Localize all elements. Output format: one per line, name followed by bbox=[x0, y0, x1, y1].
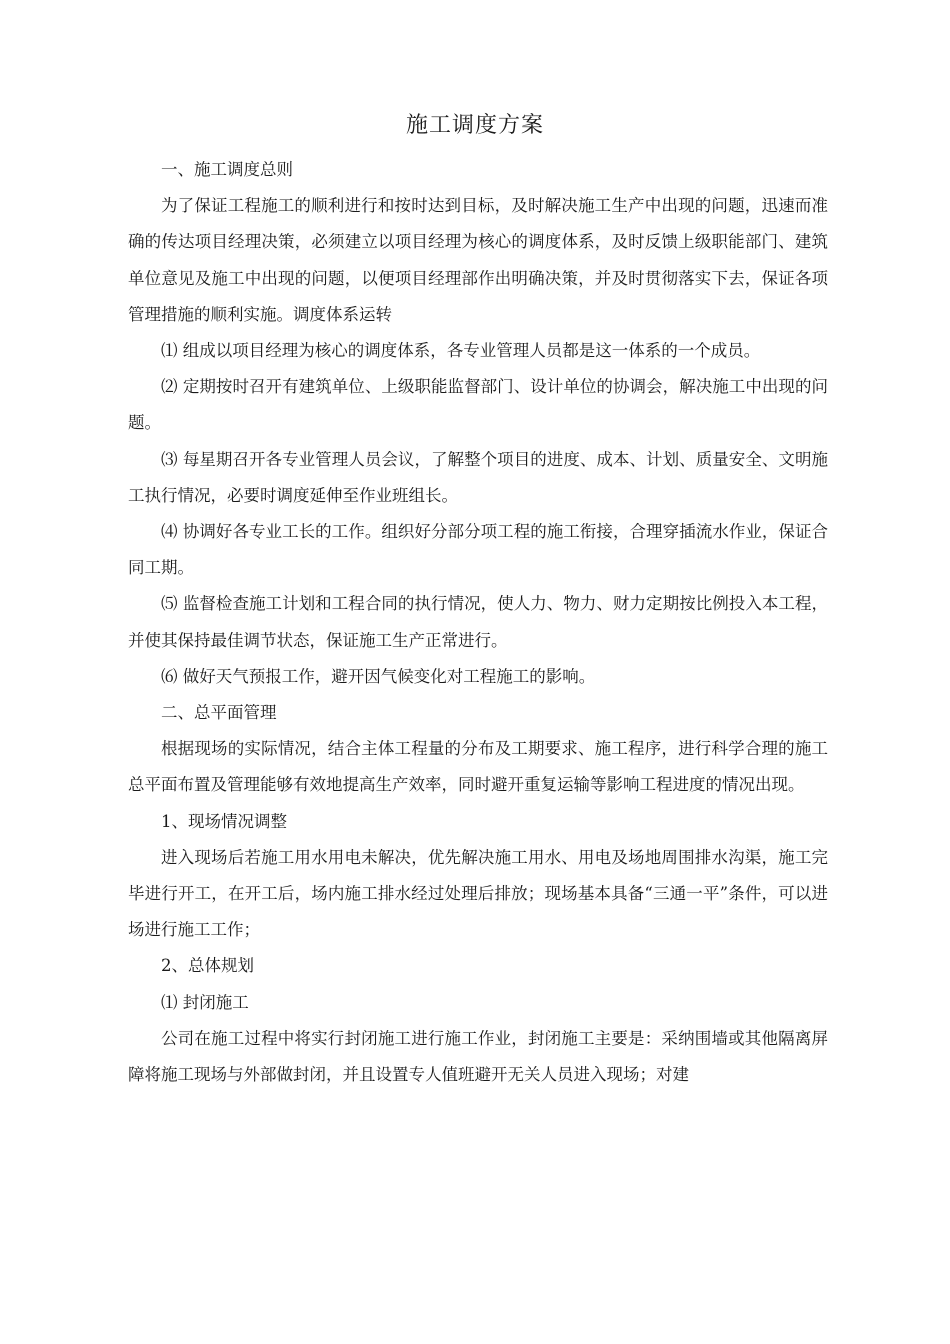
list-item: ⑶ 每星期召开各专业管理人员会议，了解整个项目的进度、成本、计划、质量安全、文明施工执行情况，必要时调度延伸至作业班组长。 bbox=[128, 449, 828, 505]
document-title: 施工调度方案 bbox=[405, 113, 544, 138]
list-item: ⑵ 定期按时召开有建筑单位、上级职能监督部门、设计单位的协调会，解决施工中出现的问题。 bbox=[128, 377, 828, 433]
paragraph: 公司在施工过程中将实行封闭施工进行施工作业，封闭施工主要是：采纳围墙或其他隔离屏障将施工现场与外部做封闭，并且设置专人值班避开无关人员进入现场；对建 bbox=[128, 1028, 828, 1085]
section-heading-2: 二、总平面管理 bbox=[161, 703, 277, 723]
list-item: ⑹ 做好天气预报工作，避开因气候变化对工程施工的影响。 bbox=[161, 666, 596, 686]
subsection-heading: ⑴ 封闭施工 bbox=[161, 992, 249, 1012]
list-item: ⑴ 组成以项目经理为核心的调度体系，各专业管理人员都是这一体系的一个成员。 bbox=[161, 341, 761, 361]
section-heading-1: 一、施工调度总则 bbox=[161, 160, 293, 179]
list-item: ⑸ 监督检查施工计划和工程合同的执行情况，使人力、物力、财力定期按比例投入本工程，并使其保持最佳调节状态，保证施工生产正常进行。 bbox=[128, 594, 828, 650]
paragraph: 为了保证工程施工的顺利进行和按时达到目标，及时解决施工生产中出现的问题，迅速而准确的传达项目经理决策，必须建立以项目经理为核心的调度体系，及时反馈上级职能部门、建筑单位意见及施工中出现的问题，以便项目经理部作出明确决策，并及时贯彻落实下去，保证各项管理措施的顺利实施。调度体系运转 bbox=[128, 196, 828, 324]
paragraph: 进入现场后若施工用水用电未解决，优先解决施工用水、用电及场地周围排水沟渠，施工完毕进行开工，在开工后，场内施工排水经过处理后排放；现场基本具备“三通一平”条件，可以进场进行施工工作； bbox=[128, 847, 828, 940]
document-body bbox=[128, 152, 828, 1093]
list-item: ⑷ 协调好各专业工长的工作。组织好分部分项工程的施工衔接，合理穿插流水作业，保证合同工期。 bbox=[128, 522, 828, 578]
subsection-heading: 1、现场情况调整 bbox=[161, 811, 287, 831]
paragraph: 根据现场的实际情况，结合主体工程量的分布及工期要求、施工程序，进行科学合理的施工总平面布置及管理能够有效地提高生产效率，同时避开重复运输等影响工程进度的情况出现。 bbox=[128, 739, 828, 795]
subsection-heading: 2、总体规划 bbox=[161, 956, 254, 976]
